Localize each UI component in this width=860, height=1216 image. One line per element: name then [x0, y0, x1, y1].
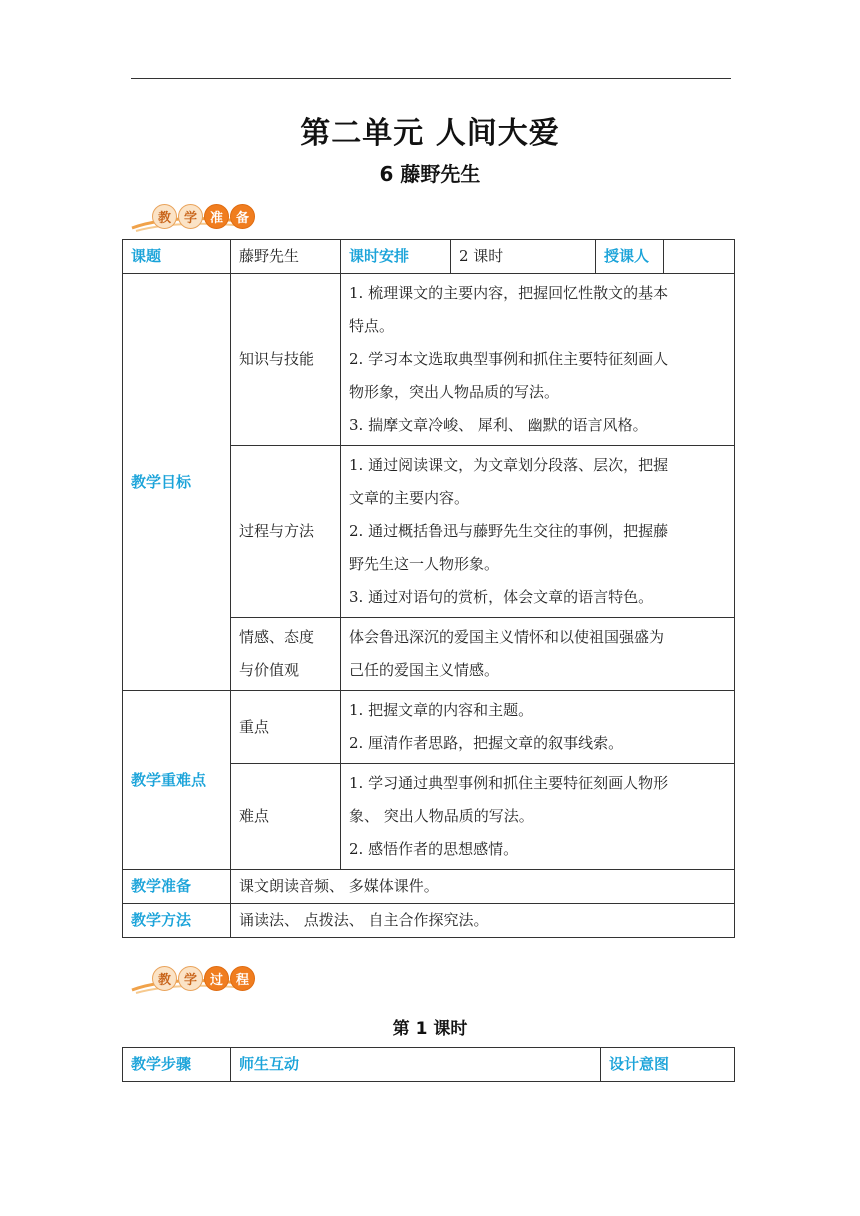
lesson-title: 6 藤野先生: [379, 162, 481, 186]
unit-title: 第二单元 人间大爱: [300, 116, 560, 151]
teaching-prep-badge: [130, 198, 255, 234]
row-header: 教学准备: [123, 870, 231, 904]
cell-label: 授课人: [596, 240, 664, 274]
sub-label: 重点: [231, 691, 341, 764]
content-line: 1. 通过阅读课文，为文章划分段落、层次，把握: [349, 456, 669, 474]
cell-content: [341, 691, 735, 764]
cell-label: 课题: [123, 240, 231, 274]
content-line: 体会鲁迅深沉的爱国主义情怀和以使祖国强盛为: [349, 628, 665, 646]
teaching-process-badge: [130, 960, 255, 996]
cell-content: [341, 618, 735, 691]
badge-char: 学: [178, 966, 203, 991]
content-line: 文章的主要内容。: [349, 489, 470, 507]
content-line: 1. 梳理课文的主要内容，把握回忆性散文的基本: [349, 284, 669, 302]
table-row: [123, 274, 735, 446]
content-line: 2. 感悟作者的思想感情。: [349, 840, 519, 858]
sub-label-line: 情感、态度: [239, 628, 315, 646]
content-line: 己任的爱国主义情感。: [349, 661, 500, 679]
badge-char: 教: [152, 966, 177, 991]
row-header: 教学重难点: [123, 691, 231, 870]
sub-label: 知识与技能: [231, 274, 341, 446]
badge-char: 程: [230, 966, 255, 991]
badge-char: 教: [152, 204, 177, 229]
cell-content: [341, 764, 735, 870]
sub-label: [231, 618, 341, 691]
badge-char: 备: [230, 204, 255, 229]
cell-value: 课文朗读音频、 多媒体课件。: [231, 870, 735, 904]
column-header: 设计意图: [601, 1048, 735, 1082]
content-line: 2. 厘清作者思路，把握文章的叙事线索。: [349, 734, 624, 752]
cell-content: [341, 446, 735, 618]
sub-label: 难点: [231, 764, 341, 870]
content-line: 1. 把握文章的内容和主题。: [349, 701, 534, 719]
content-line: 1. 学习通过典型事例和抓住主要特征刻画人物形: [349, 774, 669, 792]
cell-value: [664, 240, 735, 274]
sub-label-line: 与价值观: [239, 661, 300, 679]
table-row: [123, 904, 735, 938]
header-rule: [131, 78, 731, 79]
cell-label: 课时安排: [341, 240, 451, 274]
content-line: 野先生这一人物形象。: [349, 555, 500, 573]
process-table: [122, 1047, 735, 1082]
table-row: [123, 240, 735, 274]
table-row: [123, 870, 735, 904]
badge-char: 学: [178, 204, 203, 229]
cell-value: 2 课时: [451, 240, 596, 274]
table-row: [123, 691, 735, 764]
cell-value: 藤野先生: [231, 240, 341, 274]
badge-char: 过: [204, 966, 229, 991]
badge-char: 准: [204, 204, 229, 229]
column-header: 教学步骤: [123, 1048, 231, 1082]
content-line: 2. 学习本文选取典型事例和抓住主要特征刻画人: [349, 350, 669, 368]
lesson-plan-table: [122, 239, 735, 938]
content-line: 3. 揣摩文章冷峻、 犀利、 幽默的语言风格。: [349, 416, 648, 434]
table-row: [123, 1048, 735, 1082]
content-line: 特点。: [349, 317, 395, 335]
content-line: 3. 通过对语句的赏析，体会文章的语言特色。: [349, 588, 654, 606]
row-header: 教学方法: [123, 904, 231, 938]
section-heading: 第 1 课时: [392, 1019, 468, 1039]
row-header: 教学目标: [123, 274, 231, 691]
content-line: 象、 突出人物品质的写法。: [349, 807, 534, 825]
sub-label: 过程与方法: [231, 446, 341, 618]
content-line: 物形象，突出人物品质的写法。: [349, 383, 560, 401]
cell-content: [341, 274, 735, 446]
cell-value: 诵读法、 点拨法、 自主合作探究法。: [231, 904, 735, 938]
content-line: 2. 通过概括鲁迅与藤野先生交往的事例，把握藤: [349, 522, 669, 540]
column-header: 师生互动: [231, 1048, 601, 1082]
